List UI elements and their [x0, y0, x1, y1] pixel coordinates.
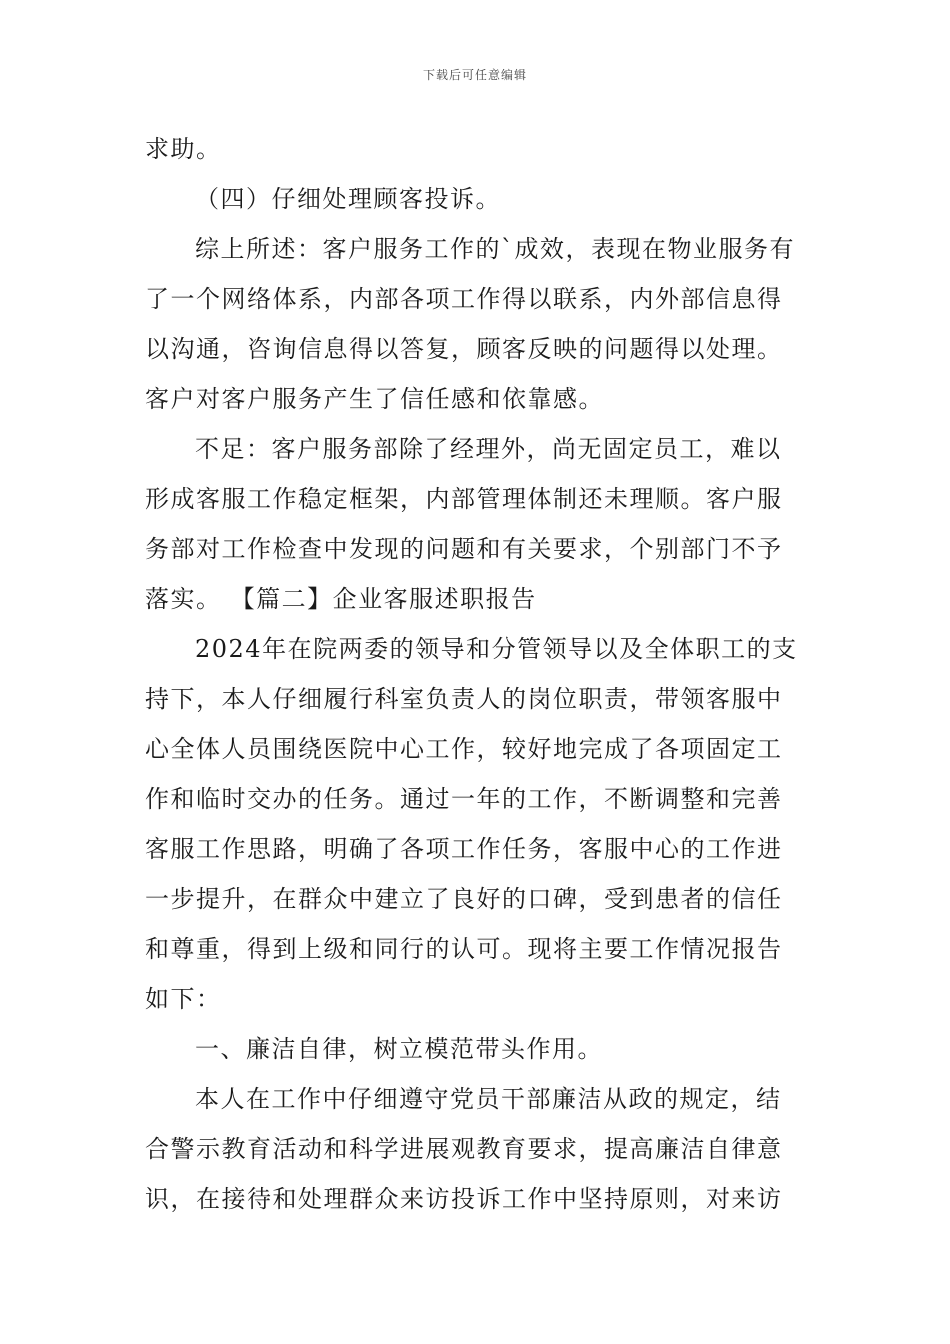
text-line: 和尊重，得到上级和同行的认可。现将主要工作情况报告 [145, 935, 783, 963]
text-line: 求助。 [145, 135, 222, 163]
text-line: 本人在工作中仔细遵守党员干部廉洁从政的规定，结 [195, 1085, 782, 1113]
section-heading: （四）仔细处理顾客投诉。 [195, 185, 501, 213]
text-line: 了一个网络体系，内部各项工作得以联系，内外部信息得 [145, 285, 783, 313]
page-header: 下载后可任意编辑 [422, 68, 527, 82]
section-heading: 一、廉洁自律，树立模范带头作用。 [195, 1035, 603, 1063]
text-line: 合警示教育活动和科学进展观教育要求，提高廉洁自律意 [145, 1135, 783, 1163]
text-line: 不足：客户服务部除了经理外，尚无固定员工，难以 [195, 435, 782, 463]
text-line: 心全体人员围绕医院中心工作，较好地完成了各项固定工 [145, 735, 783, 763]
text-line: 以沟通，咨询信息得以答复，顾客反映的问题得以处理。 [145, 335, 783, 363]
text-line: 如下： [145, 985, 222, 1013]
text-line: 形成客服工作稳定框架，内部管理体制还未理顺。客户服 [145, 485, 783, 513]
text-line: 综上所述：客户服务工作的`成效，表现在物业服务有 [195, 235, 795, 263]
text-line: 客户对客户服务产生了信任感和依靠感。 [145, 385, 604, 413]
text-line: 持下，本人仔细履行科室负责人的岗位职责，带领客服中 [145, 685, 783, 713]
text-line: 客服工作思路，明确了各项工作任务，客服中心的工作进 [145, 835, 783, 863]
text-line: 作和临时交办的任务。通过一年的工作，不断调整和完善 [145, 785, 783, 813]
text-line: 务部对工作检查中发现的问题和有关要求，个别部门不予 [145, 535, 783, 563]
text-line: 识，在接待和处理群众来访投诉工作中坚持原则，对来访 [145, 1185, 783, 1213]
text-line: 2024年在院两委的领导和分管领导以及全体职工的支 [195, 635, 798, 663]
text-line: 落实。 【篇二】企业客服述职报告 [145, 585, 537, 613]
text-line: 一步提升，在群众中建立了良好的口碑，受到患者的信任 [145, 885, 783, 913]
document-body [145, 124, 810, 1224]
